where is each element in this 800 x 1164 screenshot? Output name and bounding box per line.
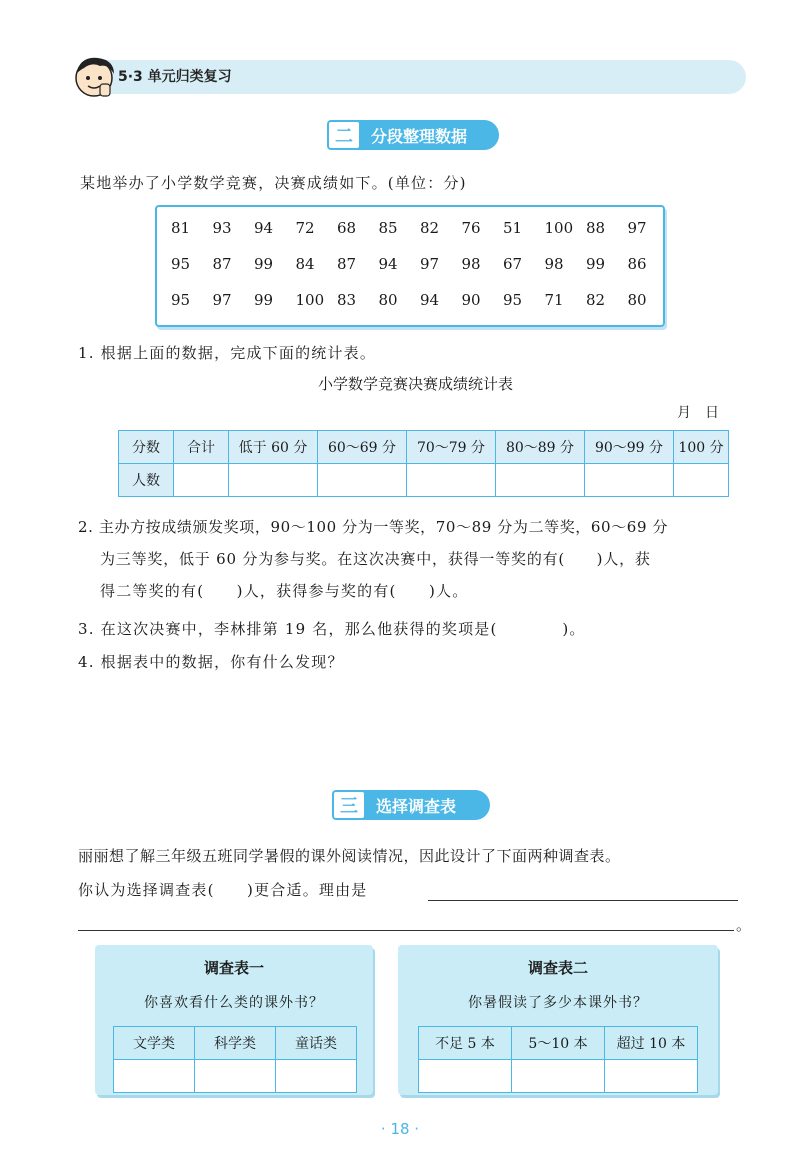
section-title: 选择调查表 bbox=[376, 796, 457, 816]
score: 86 bbox=[627, 255, 647, 273]
question-2-line-3: 得二等奖的有( )人，获得参与奖的有( )人。 bbox=[100, 582, 469, 600]
survey-header: 科学类 bbox=[195, 1027, 276, 1060]
score: 80 bbox=[627, 291, 647, 309]
question-2-line-1: 2. 主办方按成绩颁发奖项，90～100 分为一等奖，70～89 分为二等奖，60～69 分 bbox=[78, 518, 669, 536]
period: 。 bbox=[736, 916, 753, 934]
blank-cell[interactable] bbox=[585, 464, 674, 497]
header-cell: 80～89 分 bbox=[496, 431, 585, 464]
score: 88 bbox=[586, 219, 606, 237]
score: 98 bbox=[461, 255, 481, 273]
score: 51 bbox=[503, 219, 523, 237]
blank-cell[interactable] bbox=[195, 1060, 276, 1093]
survey-header: 不足 5 本 bbox=[419, 1027, 512, 1060]
score: 93 bbox=[212, 219, 232, 237]
mascot-icon bbox=[70, 52, 122, 102]
question-1: 1. 根据上面的数据，完成下面的统计表。 bbox=[78, 344, 377, 362]
score: 90 bbox=[461, 291, 481, 309]
score: 100 bbox=[295, 291, 325, 309]
score: 83 bbox=[337, 291, 357, 309]
question-4: 4. 根据表中的数据，你有什么发现？ bbox=[78, 653, 344, 671]
scores-row-1 bbox=[171, 219, 669, 237]
score: 99 bbox=[254, 255, 274, 273]
scores-row-3 bbox=[171, 291, 669, 309]
section-3-line-1: 丽丽想了解三年级五班同学暑假的课外阅读情况，因此设计了下面两种调查表。 bbox=[78, 847, 621, 865]
score: 95 bbox=[503, 291, 523, 309]
header-cell: 100 分 bbox=[674, 431, 729, 464]
score: 80 bbox=[378, 291, 398, 309]
question-3: 3. 在这次决赛中，李林排第 19 名，那么他获得的奖项是( )。 bbox=[78, 620, 586, 638]
score: 85 bbox=[378, 219, 398, 237]
section-badge-2 bbox=[327, 120, 499, 150]
scores-box bbox=[155, 205, 665, 327]
header-cell: 分数 bbox=[119, 431, 174, 464]
intro-text: 某地举办了小学数学竞赛，决赛成绩如下。(单位：分) bbox=[80, 174, 467, 192]
survey-question: 你喜欢看什么类的课外书？ bbox=[144, 995, 324, 1011]
score: 82 bbox=[586, 291, 606, 309]
score: 81 bbox=[171, 219, 191, 237]
score: 84 bbox=[295, 255, 315, 273]
score: 82 bbox=[420, 219, 440, 237]
stats-count-row bbox=[119, 464, 729, 497]
blank-cell[interactable] bbox=[512, 1060, 605, 1093]
date-label: 月 日 bbox=[677, 405, 719, 421]
section-title: 分段整理数据 bbox=[371, 126, 468, 146]
blank-cell[interactable] bbox=[496, 464, 585, 497]
score: 68 bbox=[337, 219, 357, 237]
survey-table-2 bbox=[418, 1026, 698, 1093]
score: 97 bbox=[627, 219, 647, 237]
header-cell: 90～99 分 bbox=[585, 431, 674, 464]
score: 87 bbox=[337, 255, 357, 273]
question-2-line-2: 为三等奖，低于 60 分为参与奖。在这次决赛中，获得一等奖的有( )人，获 bbox=[100, 550, 651, 568]
score: 99 bbox=[586, 255, 606, 273]
score: 72 bbox=[295, 219, 315, 237]
score: 94 bbox=[420, 291, 440, 309]
blank-cell[interactable] bbox=[174, 464, 229, 497]
blank-cell[interactable] bbox=[276, 1060, 357, 1093]
blank-cell[interactable] bbox=[605, 1060, 698, 1093]
stats-table bbox=[118, 430, 729, 497]
score: 76 bbox=[461, 219, 481, 237]
header-cell: 70～79 分 bbox=[407, 431, 496, 464]
header-cell: 60～69 分 bbox=[318, 431, 407, 464]
survey-header: 超过 10 本 bbox=[605, 1027, 698, 1060]
survey-table-1 bbox=[113, 1026, 357, 1093]
blank-cell[interactable] bbox=[674, 464, 729, 497]
score: 94 bbox=[254, 219, 274, 237]
survey-question: 你暑假读了多少本课外书？ bbox=[468, 995, 648, 1011]
survey-card-1 bbox=[95, 945, 373, 1095]
score: 95 bbox=[171, 291, 191, 309]
answer-line[interactable] bbox=[428, 900, 738, 901]
page-number: · 18 · bbox=[380, 1120, 420, 1138]
blank-cell[interactable] bbox=[229, 464, 318, 497]
section-3-line-2: 你认为选择调查表( )更合适。理由是 bbox=[78, 881, 368, 899]
blank-cell[interactable] bbox=[318, 464, 407, 497]
section-badge-3 bbox=[332, 790, 490, 820]
survey-title: 调查表二 bbox=[527, 959, 588, 977]
score: 97 bbox=[212, 291, 232, 309]
survey-card-2 bbox=[398, 945, 718, 1095]
header-cell: 合计 bbox=[174, 431, 229, 464]
score: 97 bbox=[420, 255, 440, 273]
score: 99 bbox=[254, 291, 274, 309]
score: 98 bbox=[544, 255, 564, 273]
score: 95 bbox=[171, 255, 191, 273]
answer-line[interactable] bbox=[78, 930, 734, 931]
survey-title: 调查表一 bbox=[203, 959, 264, 977]
header-cell: 低于 60 分 bbox=[229, 431, 318, 464]
blank-cell[interactable] bbox=[419, 1060, 512, 1093]
blank-cell[interactable] bbox=[114, 1060, 195, 1093]
score: 87 bbox=[212, 255, 232, 273]
survey-header: 童话类 bbox=[276, 1027, 357, 1060]
score: 71 bbox=[544, 291, 564, 309]
row-label: 人数 bbox=[119, 464, 174, 497]
scores-row-2 bbox=[171, 255, 669, 273]
score: 94 bbox=[378, 255, 398, 273]
header-title: 5·3 单元归类复习 bbox=[118, 69, 232, 85]
score: 67 bbox=[503, 255, 523, 273]
survey-header: 5～10 本 bbox=[512, 1027, 605, 1060]
survey-header: 文学类 bbox=[114, 1027, 195, 1060]
table-title: 小学数学竞赛决赛成绩统计表 bbox=[318, 375, 514, 393]
section-number: 三 bbox=[332, 790, 366, 820]
section-number: 二 bbox=[327, 120, 361, 150]
stats-header-row bbox=[119, 431, 729, 464]
score: 100 bbox=[544, 219, 574, 237]
blank-cell[interactable] bbox=[407, 464, 496, 497]
